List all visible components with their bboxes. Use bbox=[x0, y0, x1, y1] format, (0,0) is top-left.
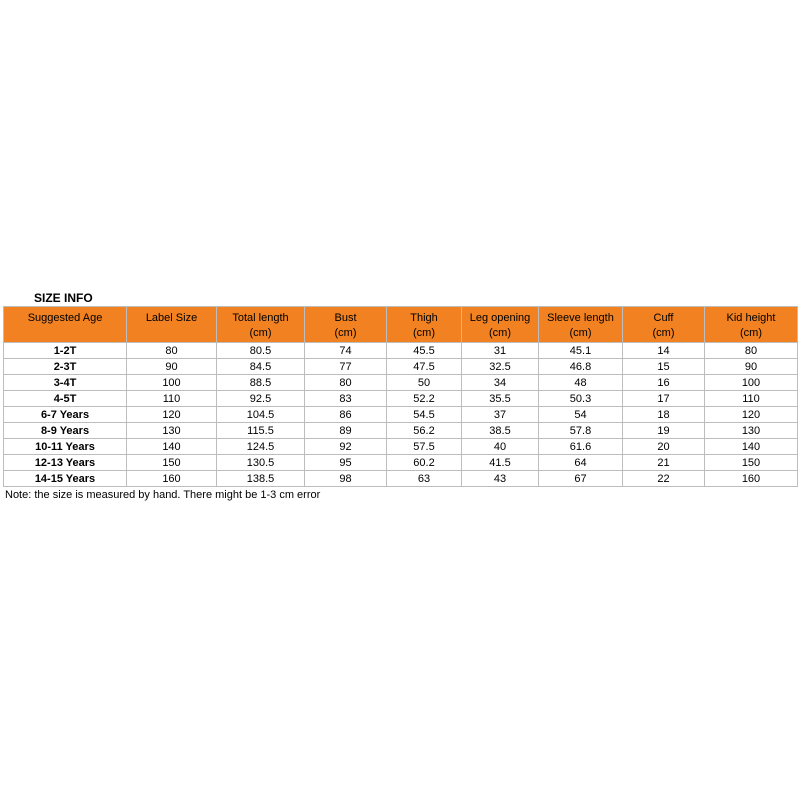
table-cell: 48 bbox=[539, 375, 623, 391]
table-cell: 110 bbox=[705, 391, 798, 407]
table-cell: 95 bbox=[305, 455, 387, 471]
table-cell: 34 bbox=[462, 375, 539, 391]
table-row bbox=[4, 407, 798, 423]
table-cell: 67 bbox=[539, 471, 623, 487]
age-cell: 8-9 Years bbox=[4, 423, 127, 439]
table-cell: 54.5 bbox=[387, 407, 462, 423]
age-cell: 1-2T bbox=[4, 343, 127, 359]
table-cell: 83 bbox=[305, 391, 387, 407]
table-cell: 50 bbox=[387, 375, 462, 391]
table-cell: 31 bbox=[462, 343, 539, 359]
column-header-label: Bust bbox=[334, 312, 357, 324]
table-cell: 32.5 bbox=[462, 359, 539, 375]
age-cell: 14-15 Years bbox=[4, 471, 127, 487]
table-cell: 80.5 bbox=[217, 343, 305, 359]
column-header-label: Kid height bbox=[726, 312, 776, 324]
table-cell: 18 bbox=[623, 407, 705, 423]
measurement-note: Note: the size is measured by hand. There might be 1-3 cm error bbox=[5, 489, 321, 501]
table-row bbox=[4, 455, 798, 471]
table-cell: 140 bbox=[705, 439, 798, 455]
column-header bbox=[462, 307, 539, 343]
table-cell: 150 bbox=[127, 455, 217, 471]
table-cell: 63 bbox=[387, 471, 462, 487]
table-cell: 14 bbox=[623, 343, 705, 359]
size-table bbox=[3, 306, 798, 487]
column-header-label: Sleeve length bbox=[547, 312, 614, 324]
table-row bbox=[4, 423, 798, 439]
table-cell: 160 bbox=[127, 471, 217, 487]
age-cell: 6-7 Years bbox=[4, 407, 127, 423]
table-cell: 38.5 bbox=[462, 423, 539, 439]
column-header-unit: (cm) bbox=[569, 327, 592, 339]
column-header bbox=[623, 307, 705, 343]
table-cell: 19 bbox=[623, 423, 705, 439]
table-cell: 88.5 bbox=[217, 375, 305, 391]
table-cell: 92.5 bbox=[217, 391, 305, 407]
table-cell: 61.6 bbox=[539, 439, 623, 455]
column-header-label: Label Size bbox=[145, 312, 198, 324]
table-header bbox=[4, 307, 798, 343]
column-header-unit: (cm) bbox=[249, 327, 272, 339]
age-cell: 4-5T bbox=[4, 391, 127, 407]
table-body bbox=[4, 343, 798, 487]
table-cell: 45.5 bbox=[387, 343, 462, 359]
table-cell: 37 bbox=[462, 407, 539, 423]
column-header bbox=[305, 307, 387, 343]
table-cell: 104.5 bbox=[217, 407, 305, 423]
table-cell: 21 bbox=[623, 455, 705, 471]
table-cell: 84.5 bbox=[217, 359, 305, 375]
table-row bbox=[4, 343, 798, 359]
column-header-unit: (cm) bbox=[740, 327, 762, 339]
table-cell: 110 bbox=[127, 391, 217, 407]
table-cell: 22 bbox=[623, 471, 705, 487]
table-cell: 120 bbox=[705, 407, 798, 423]
column-header bbox=[387, 307, 462, 343]
table-cell: 57.5 bbox=[387, 439, 462, 455]
table-cell: 80 bbox=[305, 375, 387, 391]
table-cell: 140 bbox=[127, 439, 217, 455]
table-cell: 74 bbox=[305, 343, 387, 359]
table-cell: 46.8 bbox=[539, 359, 623, 375]
table-cell: 100 bbox=[127, 375, 217, 391]
table-cell: 41.5 bbox=[462, 455, 539, 471]
table-cell: 124.5 bbox=[217, 439, 305, 455]
table-cell: 35.5 bbox=[462, 391, 539, 407]
column-header bbox=[4, 307, 127, 343]
table-row bbox=[4, 471, 798, 487]
table-cell: 150 bbox=[705, 455, 798, 471]
table-cell: 77 bbox=[305, 359, 387, 375]
age-cell: 3-4T bbox=[4, 375, 127, 391]
table-cell: 98 bbox=[305, 471, 387, 487]
column-header-unit: (cm) bbox=[413, 327, 435, 339]
table-cell: 47.5 bbox=[387, 359, 462, 375]
column-header bbox=[539, 307, 623, 343]
column-header-label: Cuff bbox=[653, 312, 674, 324]
title-row bbox=[3, 289, 797, 306]
table-cell: 130 bbox=[705, 423, 798, 439]
column-header-unit: (cm) bbox=[652, 327, 675, 339]
table-cell: 130 bbox=[127, 423, 217, 439]
table-cell: 80 bbox=[127, 343, 217, 359]
table-row bbox=[4, 439, 798, 455]
size-chart-sheet bbox=[3, 289, 797, 505]
column-header bbox=[127, 307, 217, 343]
table-cell: 17 bbox=[623, 391, 705, 407]
table-cell: 15 bbox=[623, 359, 705, 375]
table-cell: 43 bbox=[462, 471, 539, 487]
age-cell: 2-3T bbox=[4, 359, 127, 375]
column-header bbox=[217, 307, 305, 343]
table-cell: 54 bbox=[539, 407, 623, 423]
table-cell: 86 bbox=[305, 407, 387, 423]
table-cell: 57.8 bbox=[539, 423, 623, 439]
table-cell: 130.5 bbox=[217, 455, 305, 471]
table-cell: 40 bbox=[462, 439, 539, 455]
table-cell: 100 bbox=[705, 375, 798, 391]
table-cell: 89 bbox=[305, 423, 387, 439]
size-info-title: SIZE INFO bbox=[34, 291, 93, 305]
table-cell: 90 bbox=[127, 359, 217, 375]
column-header-label: Thigh bbox=[410, 312, 438, 324]
age-cell: 12-13 Years bbox=[4, 455, 127, 471]
table-cell: 90 bbox=[705, 359, 798, 375]
column-header-label: Total length bbox=[232, 312, 289, 324]
age-cell: 10-11 Years bbox=[4, 439, 127, 455]
table-cell: 80 bbox=[705, 343, 798, 359]
column-header-unit: (cm) bbox=[334, 327, 357, 339]
table-cell: 52.2 bbox=[387, 391, 462, 407]
table-cell: 20 bbox=[623, 439, 705, 455]
table-cell: 45.1 bbox=[539, 343, 623, 359]
table-cell: 160 bbox=[705, 471, 798, 487]
table-cell: 60.2 bbox=[387, 455, 462, 471]
table-cell: 64 bbox=[539, 455, 623, 471]
column-header-unit: (cm) bbox=[489, 327, 511, 339]
table-cell: 16 bbox=[623, 375, 705, 391]
column-header-label: Suggested Age bbox=[27, 312, 103, 324]
table-row bbox=[4, 359, 798, 375]
table-cell: 120 bbox=[127, 407, 217, 423]
table-cell: 92 bbox=[305, 439, 387, 455]
table-cell: 50.3 bbox=[539, 391, 623, 407]
table-row bbox=[4, 391, 798, 407]
header-row bbox=[4, 307, 798, 343]
table-cell: 115.5 bbox=[217, 423, 305, 439]
column-header bbox=[705, 307, 798, 343]
table-cell: 138.5 bbox=[217, 471, 305, 487]
table-cell: 56.2 bbox=[387, 423, 462, 439]
column-header-label: Leg opening bbox=[469, 312, 531, 324]
table-row bbox=[4, 375, 798, 391]
